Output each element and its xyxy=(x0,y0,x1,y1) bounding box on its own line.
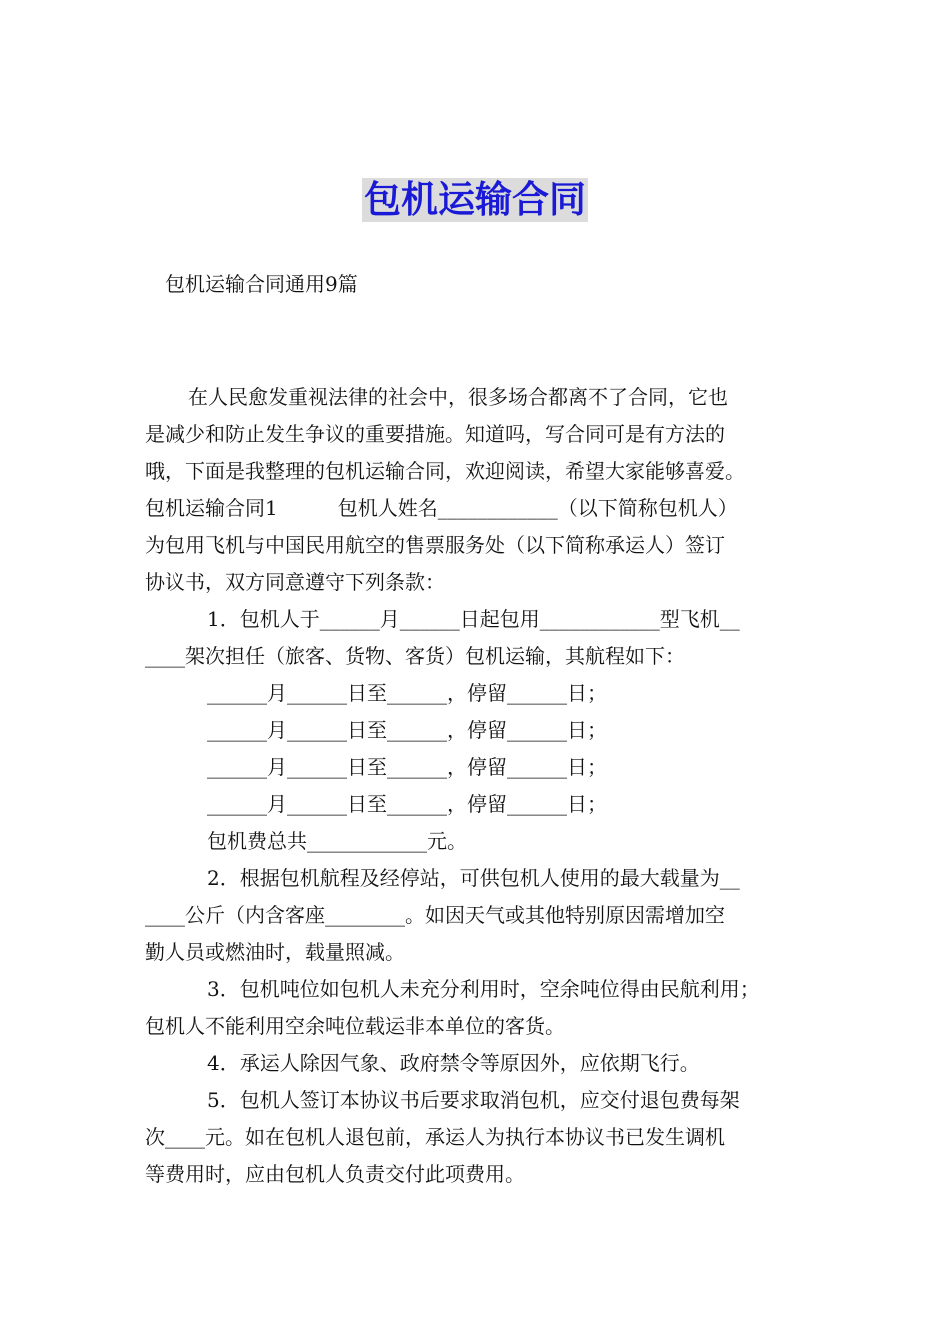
contract-heading-line: 包机运输合同1 包机人姓名____________（以下简称包机人） xyxy=(145,496,738,520)
clause-1-line-1: 1．包机人于______月______日起包用____________型飞机__ xyxy=(207,607,740,631)
route-line-4: ______月______日至______，停留______日； xyxy=(207,792,607,816)
route-line-1: ______月______日至______，停留______日； xyxy=(207,681,607,705)
clause-1-line-2: ____架次担任（旅客、货物、客货）包机运输，其航程如下： xyxy=(145,644,685,668)
clause-3-line-1: 3．包机吨位如包机人未充分利用时，空余吨位得由民航利用； xyxy=(207,977,760,1001)
contract-line-3: 协议书，双方同意遵守下列条款： xyxy=(145,570,445,594)
charter-fee-line: 包机费总共____________元。 xyxy=(207,829,467,853)
intro-line-1: 在人民愈发重视法律的社会中，很多场合都离不了合同，它也 xyxy=(188,385,728,409)
contract-line-2: 为包用飞机与中国民用航空的售票服务处（以下简称承运人）签订 xyxy=(145,533,725,557)
route-line-2: ______月______日至______，停留______日； xyxy=(207,718,607,742)
route-line-3: ______月______日至______，停留______日； xyxy=(207,755,607,779)
intro-line-3: 哦，下面是我整理的包机运输合同，欢迎阅读，希望大家能够喜爱。 xyxy=(145,459,745,483)
clause-5-line-2: 次____元。如在包机人退包前，承运人为执行本协议书已发生调机 xyxy=(145,1125,725,1149)
clause-2-line-2: ____公斤（内含客座________。如因天气或其他特别原因需增加空 xyxy=(145,903,725,927)
clause-5-line-1: 5．包机人签订本协议书后要求取消包机，应交付退包费每架 xyxy=(207,1088,740,1112)
clause-2-line-3: 勤人员或燃油时，载量照减。 xyxy=(145,940,405,964)
clause-3-line-2: 包机人不能利用空余吨位载运非本单位的客货。 xyxy=(145,1014,565,1038)
clause-5-line-3: 等费用时，应由包机人负责交付此项费用。 xyxy=(145,1162,525,1186)
clause-4-line-1: 4．承运人除因气象、政府禁令等原因外，应依期飞行。 xyxy=(207,1051,700,1075)
title-wrapper xyxy=(0,178,950,222)
document-subtitle: 包机运输合同通用9篇 xyxy=(165,272,358,296)
clause-2-line-1: 2．根据包机航程及经停站，可供包机人使用的最大载量为__ xyxy=(207,866,740,890)
intro-line-2: 是减少和防止发生争议的重要措施。知道吗，写合同可是有方法的 xyxy=(145,422,725,446)
document-title: 包机运输合同 xyxy=(364,178,586,221)
